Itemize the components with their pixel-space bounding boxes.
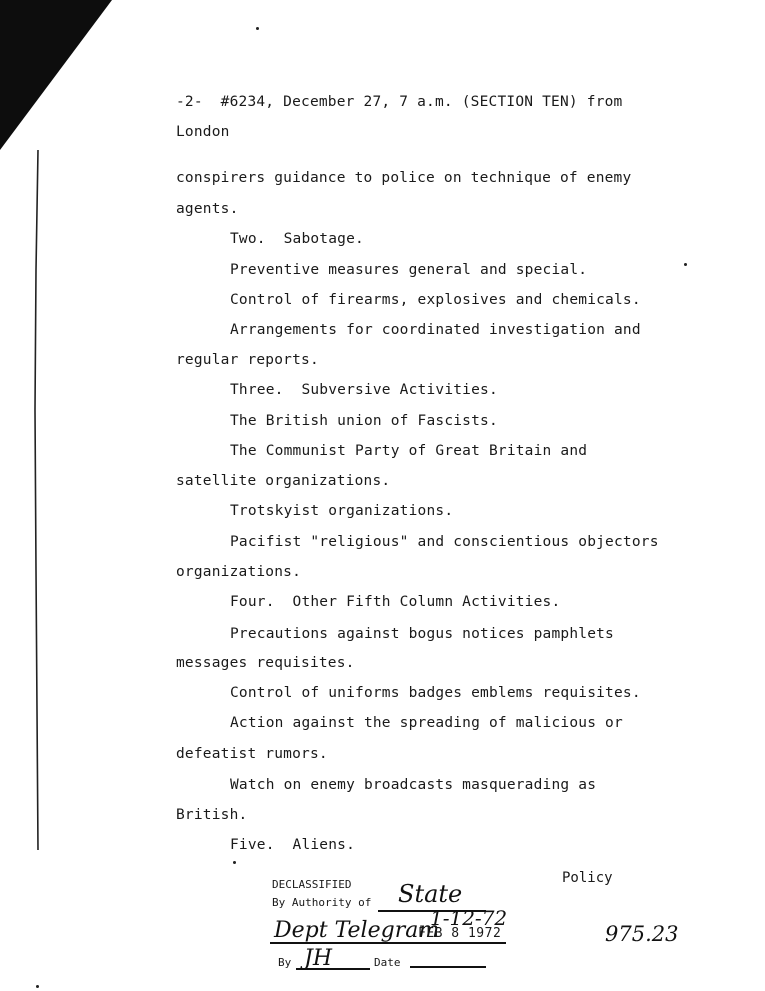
body-line: organizations.: [176, 564, 302, 580]
stamp-telegram-rule: [270, 942, 506, 944]
scan-speck: [36, 985, 39, 988]
body-line: defeatist rumors.: [176, 746, 328, 762]
body-line: Control of uniforms badges emblems requisites.: [230, 685, 641, 701]
scan-left-edge: [0, 150, 40, 850]
stamp-by-initials: JH: [304, 946, 333, 971]
stamp-by-label: By: [278, 956, 292, 969]
body-line: Arrangements for coordinated investigation and: [230, 322, 641, 338]
body-line: messages requisites.: [176, 655, 355, 671]
stamp-declassified: DECLASSIFIED: [272, 878, 352, 891]
stamp-date-label: Date: [374, 956, 401, 969]
stamp-by-rule: [296, 968, 370, 970]
body-line: Five. Aliens.: [230, 837, 356, 853]
body-line: Trotskyist organizations.: [230, 503, 454, 519]
scan-speck: [256, 27, 259, 30]
body-line: Control of firearms, explosives and chemicals.: [230, 292, 641, 308]
stamp-date-rule: [410, 966, 486, 968]
header-line-cont: London: [176, 124, 230, 140]
scan-corner-shadow: [0, 0, 112, 150]
stamp-handwritten-date: 1-12-72: [430, 906, 508, 930]
body-line: Watch on enemy broadcasts masquerading as: [230, 777, 597, 793]
scan-speck: [684, 263, 687, 266]
body-line: regular reports.: [176, 352, 319, 368]
file-number-note: 975.23: [605, 922, 679, 946]
body-line: satellite organizations.: [176, 473, 391, 489]
body-line: British.: [176, 807, 248, 823]
stamp-date-stamp: FEB 8 1972: [418, 926, 502, 941]
body-line: Precautions against bogus notices pamphlets: [230, 626, 614, 642]
declassification-stamp: [270, 876, 570, 976]
header-line: -2- #6234, December 27, 7 a.m. (SECTION TEN) from: [176, 94, 623, 110]
stamp-authority-signature: State: [398, 880, 463, 908]
body-line: The British union of Fascists.: [230, 413, 498, 429]
stamp-authority-label: By Authority of: [272, 896, 372, 909]
body-line: Three. Subversive Activities.: [230, 382, 498, 398]
body-line: Preventive measures general and special.: [230, 262, 588, 278]
body-line: Two. Sabotage.: [230, 231, 364, 247]
stamp-dept-telegram: Dept Telegram: [274, 918, 440, 943]
body-line: Pacifist "religious" and conscientious objectors: [230, 534, 659, 550]
policy-note: Policy: [562, 870, 613, 886]
scan-speck: [233, 861, 236, 864]
body-line: conspirers guidance to police on technique of enemy: [176, 170, 632, 186]
body-line: agents.: [176, 201, 239, 217]
body-line: Action against the spreading of malicious or: [230, 715, 623, 731]
body-line: Four. Other Fifth Column Activities.: [230, 594, 561, 610]
body-line: The Communist Party of Great Britain and: [230, 443, 588, 459]
